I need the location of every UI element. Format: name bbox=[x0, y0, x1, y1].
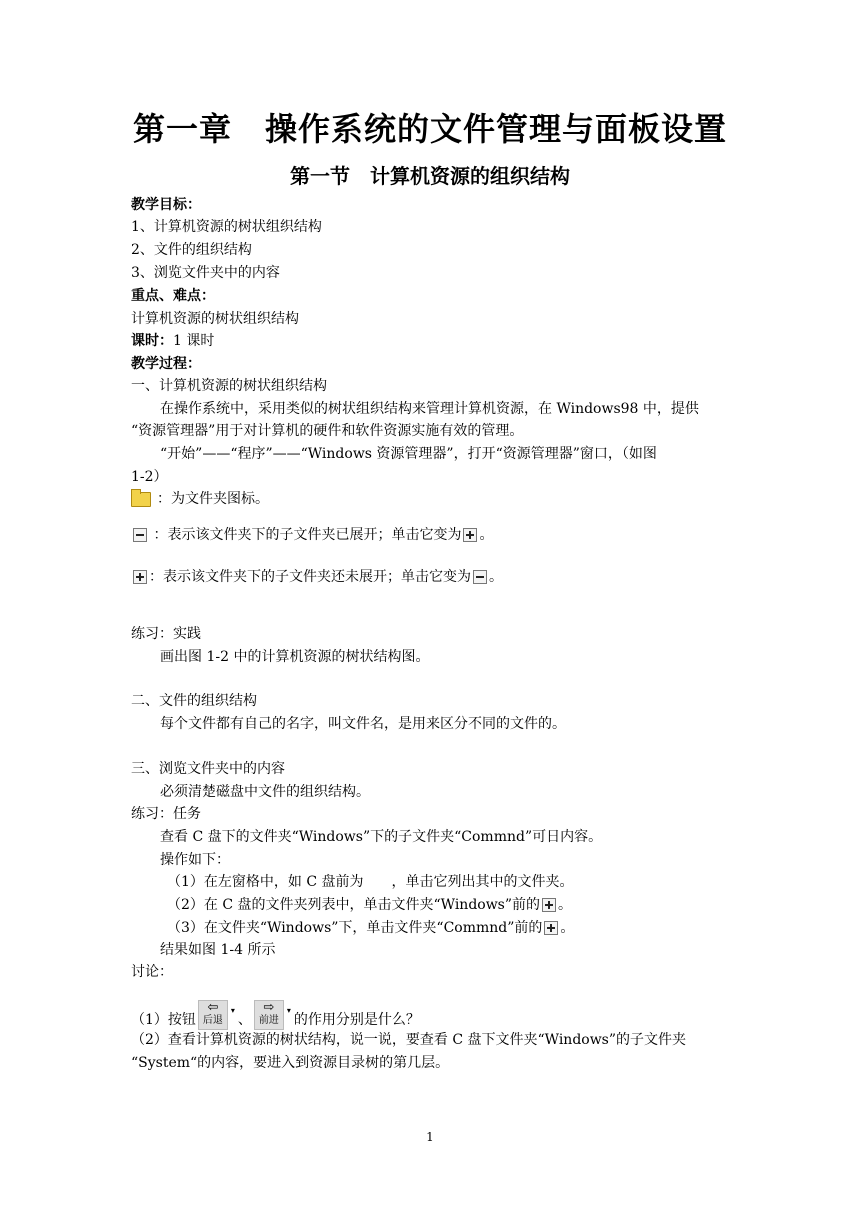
back-arrow-icon: ⇦ bbox=[207, 1000, 219, 1015]
paragraph: “资源管理器”用于对计算机的硬件和软件资源实施有效的管理。 bbox=[131, 423, 524, 439]
task-text: 查看 C 盘下的文件夹“Windows”下的子文件夹“Commnd”可日内容。 bbox=[160, 829, 603, 845]
folder-icon-text: ：为文件夹图标。 bbox=[157, 491, 269, 507]
section-title: 第一节 计算机资源的组织结构 bbox=[290, 164, 570, 188]
plus-icon-line bbox=[131, 567, 503, 587]
collapse-minus-icon bbox=[473, 570, 487, 584]
practice-text: 画出图 1-2 中的计算机资源的树状结构图。 bbox=[160, 649, 430, 665]
question-1-start: （1）按钮 bbox=[131, 1012, 196, 1028]
hours-value: 1 课时 bbox=[173, 333, 215, 349]
page-number: 1 bbox=[426, 1130, 434, 1144]
paragraph: “开始”——“程序”——“Windows 资源管理器”，打开“资源管理器”窗口，（如图 bbox=[160, 446, 657, 462]
plus-icon-text: ：表示该文件夹下的子文件夹还未展开；单击它变为 bbox=[149, 569, 471, 585]
minus-icon-line bbox=[131, 525, 493, 545]
dropdown-caret-icon: ▾ bbox=[286, 1006, 291, 1015]
question-1-end: 的作用分别是什么？ bbox=[293, 1012, 420, 1028]
section-1-heading: 一、计算机资源的树状组织结构 bbox=[131, 378, 327, 394]
objective-item: 1、计算机资源的树状组织结构 bbox=[131, 219, 322, 235]
paragraph: 每个文件都有自己的名字，叫文件名，是用来区分不同的文件的。 bbox=[160, 716, 566, 732]
section-3-heading: 三、浏览文件夹中的内容 bbox=[131, 761, 285, 777]
paragraph: 必须清楚磁盘中文件的组织结构。 bbox=[160, 784, 370, 800]
collapse-minus-icon bbox=[133, 528, 147, 542]
punctuation: 。 bbox=[558, 897, 573, 913]
step-3-line bbox=[167, 918, 574, 938]
keypoints-text: 计算机资源的树状组织结构 bbox=[131, 311, 299, 327]
expand-plus-icon bbox=[133, 570, 147, 584]
punctuation: 。 bbox=[489, 569, 503, 585]
result-text: 结果如图 1-4 所示 bbox=[160, 942, 276, 958]
task-label: 练习：任务 bbox=[131, 806, 201, 822]
question-2: （2）查看计算机资源的树状结构，说一说，要查看 C 盘下文件夹“Windows”的子文件夹 bbox=[131, 1032, 687, 1048]
punctuation: 。 bbox=[479, 527, 494, 543]
question-1 bbox=[131, 1000, 420, 1030]
keypoints-label: 重点、难点： bbox=[131, 288, 215, 304]
section-2-heading: 二、文件的组织结构 bbox=[131, 693, 257, 709]
forward-button-label: 前进 bbox=[258, 1015, 279, 1026]
back-button-label: 后退 bbox=[202, 1015, 223, 1026]
minus-icon-text: ：表示该文件夹下的子文件夹已展开；单击它变为 bbox=[153, 527, 462, 543]
objectives-label: 教学目标： bbox=[131, 197, 201, 213]
folder-icon bbox=[131, 492, 151, 507]
step-2-line bbox=[167, 895, 572, 915]
paragraph: 1-2） bbox=[131, 469, 168, 485]
separator: 、 bbox=[237, 1012, 252, 1028]
dropdown-caret-icon: ▾ bbox=[230, 1006, 235, 1015]
question-2-cont: “System“的内容，要进入到资源目录树的第几层。 bbox=[131, 1055, 450, 1071]
hours-label: 课时： bbox=[131, 333, 173, 349]
forward-button bbox=[254, 1000, 291, 1030]
chapter-title: 第一章 操作系统的文件管理与面板设置 bbox=[132, 110, 727, 148]
hours-line bbox=[131, 331, 214, 351]
forward-arrow-icon: ⇨ bbox=[263, 1000, 275, 1015]
steps-label: 操作如下： bbox=[160, 852, 230, 868]
expand-plus-icon bbox=[544, 921, 558, 935]
expand-plus-icon bbox=[542, 898, 556, 912]
expand-plus-icon bbox=[463, 528, 477, 542]
practice-label: 练习：实践 bbox=[131, 626, 201, 642]
paragraph: 在操作系统中，采用类似的树状组织结构来管理计算机资源，在 Windows98 中，提供 bbox=[160, 401, 699, 417]
step-2: （2）在 C 盘的文件夹列表中，单击文件夹“Windows”前的 bbox=[167, 897, 541, 913]
discussion-label: 讨论： bbox=[131, 964, 173, 980]
punctuation: 。 bbox=[560, 920, 575, 936]
step-3: （3）在文件夹“Windows”下，单击文件夹“Commnd”前的 bbox=[167, 920, 543, 936]
back-button bbox=[198, 1000, 235, 1030]
objective-item: 2、文件的组织结构 bbox=[131, 242, 252, 258]
folder-icon-line bbox=[131, 489, 269, 509]
process-label: 教学过程： bbox=[131, 356, 201, 372]
objective-item: 3、浏览文件夹中的内容 bbox=[131, 265, 280, 281]
step-1: （1）在左窗格中，如 C 盘前为 ，单击它列出其中的文件夹。 bbox=[167, 874, 574, 890]
